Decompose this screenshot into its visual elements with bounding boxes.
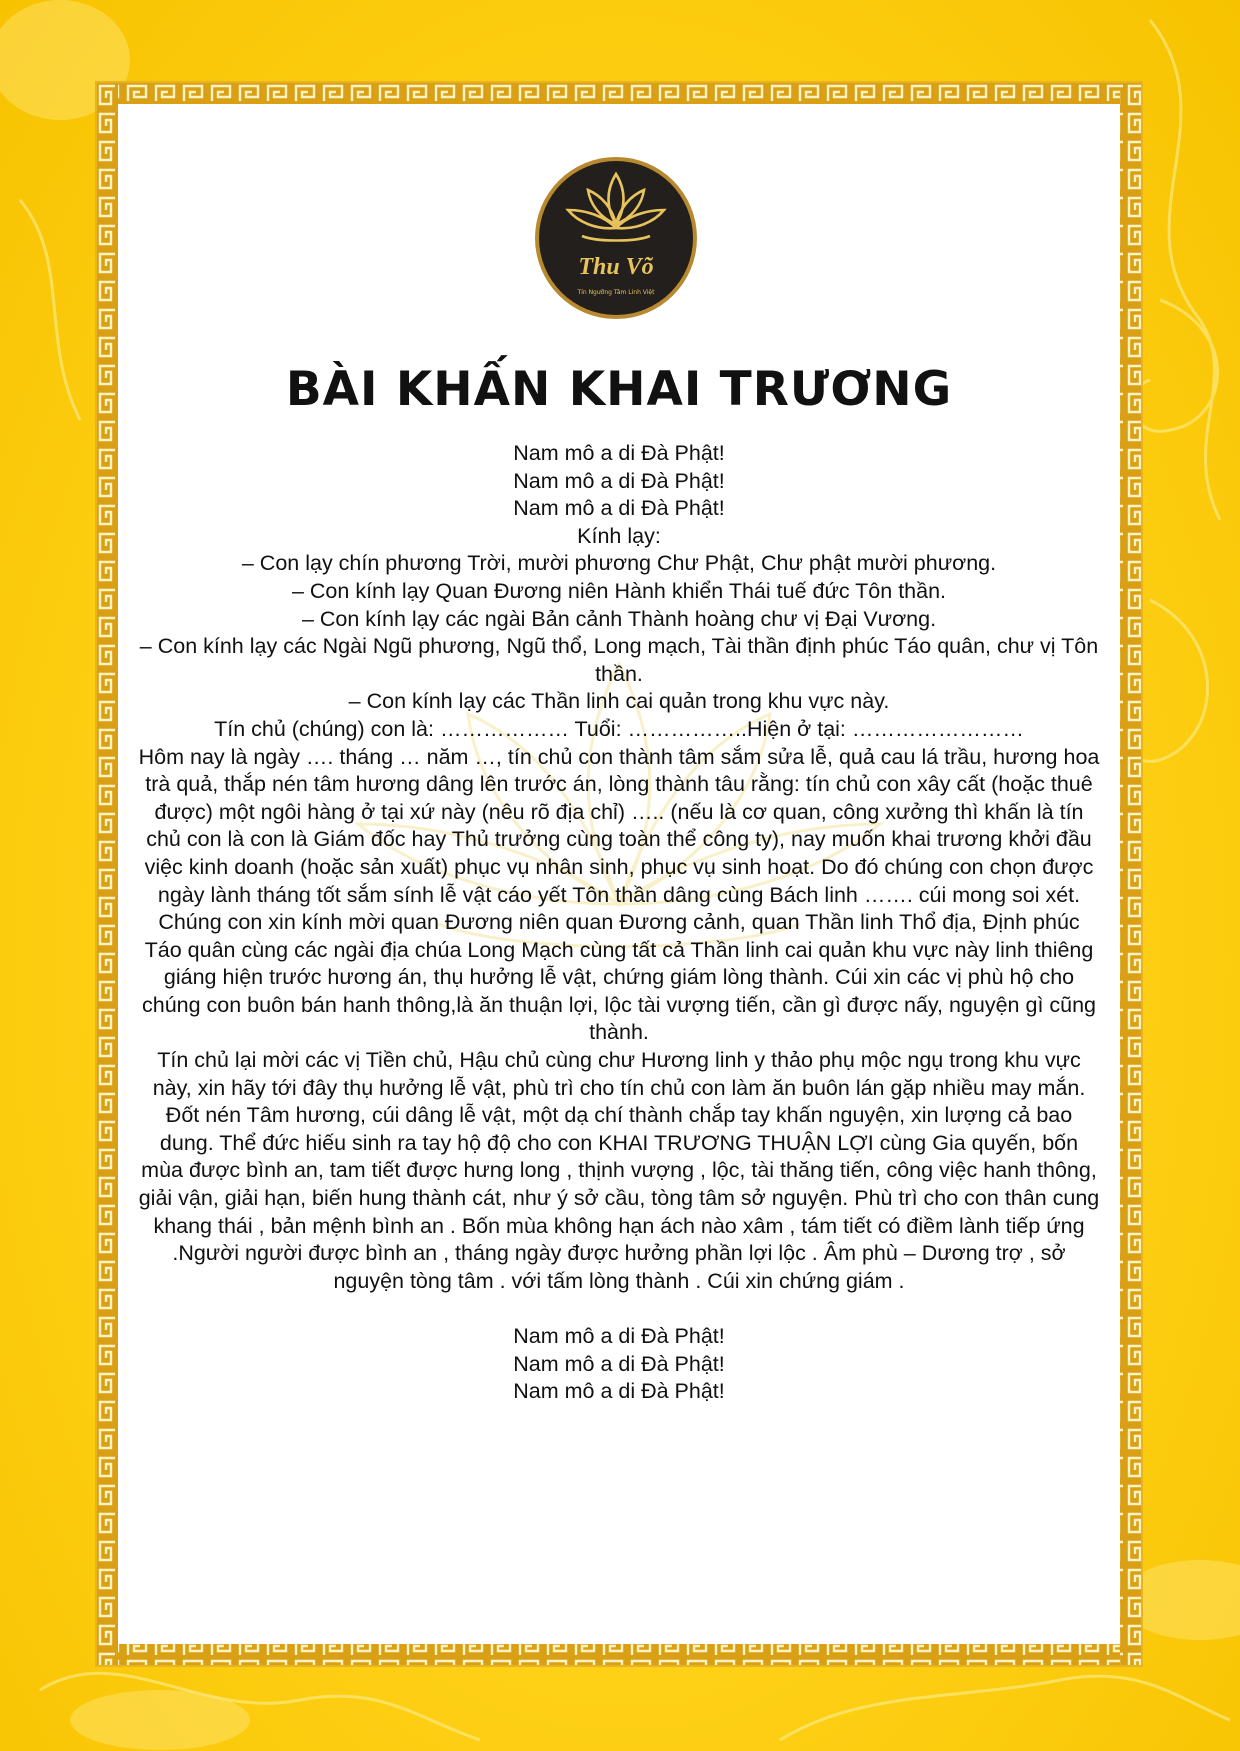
brand-logo [534,156,698,320]
spacer [138,1295,1100,1323]
opening-line: Nam mô a di Đà Phật! [513,468,725,493]
opening-line: – Con kính lạy các Thần linh cai quản trong khu vực này. [348,689,890,714]
opening-line: Nam mô a di Đà Phật! [513,441,725,465]
opening-line: – Con lạy chín phương Trời, mười phương Chư Phật, Chư phật mười phương. [241,551,997,576]
opening-line: – Con kính lạy các Ngài Ngũ phương, Ngũ thổ, Long mạch, Tài thần định phúc Táo quân, chư vị Tôn thần. [139,634,1099,686]
closing-line: Nam mô a di Đà Phật! [513,1324,725,1348]
opening-line: Kính lạy: [577,523,661,548]
closing-line: Nam mô a di Đà Phật! [513,1379,725,1404]
opening-line: – Con kính lạy Quan Đương niên Hành khiển Thái tuế đức Tôn thần. [291,578,947,603]
page-title: BÀI KHẤN KHAI TRƯƠNG [285,362,953,417]
opening-line: – Con kính lạy các ngài Bản cảnh Thành hoàng chư vị Đại Vương. [301,606,937,631]
body-paragraph: Chúng con xin kính mời quan Đương niên quan Đương cảnh, quan Thần linh Thổ địa, Định phúc Táo quân cùng các ngài địa chúa Long Mạch cùng tất cả Thần linh cai quản khu vực này linh thiêng giáng hiện trước hương án, thụ hưởng lễ vật, chứng giám lòng thành. Cúi xin các vị phù hộ cho chúng con buôn bán hanh thông,là ăn thuận lợi, lộc tài vượng tiến, cần gì được nấy, nguyện gì cũng thành. [141,910,1097,1045]
body-paragraph: Hôm nay là ngày …. tháng … năm …, tín chủ con thành tâm sắm sửa lễ, quả cau lá trầu, hương hoa trà quả, thắp nén tâm hương dâng lên trước án, lòng thành tâu rằng: tín chủ con xây cất (hoặc thuê được) một ngôi hàng ở tại xứ này (nêu rõ địa chỉ) ….. (nếu là cơ quan, công xưởng thì khấn là tín chủ con là con là Giám đốc hay Thủ trưởng cùng toàn thể công ty), nay muốn khai trương khởi đầu việc kinh doanh (hoặc sản xuất) phục vụ nhân sinh, phục vụ sinh hoạt. Do đó chúng con chọn được ngày lành tháng tốt sắm sính lễ vật cáo yết Tôn thần dâng cùng Bách linh ……. cúi mong soi xét. [138,744,1100,907]
logo-brand-name: Thu Võ [578,254,654,280]
logo-tagline: Tín Ngưỡng Tâm Linh Việt [577,289,655,296]
body-paragraph: Đốt nén Tâm hương, cúi dâng lễ vật, một dạ chí thành chắp tay khấn nguyện, xin lượng cả bao dung. Thể đức hiếu sinh ra tay hộ độ cho con KHAI TRƯƠNG THUẬN LỢI cùng Gia quyến, bốn mùa được bình an, tam tiết được hưng long , thịnh vượng , lộc, tài thăng tiến, công việc hanh thông, giải vận, giải hạn, biến hung thành cát, như ý sở cầu, tòng tâm sở nguyện. Phù trì cho con thân cung khang thái , bản mệnh bình an . Bốn mùa không hạn ách nào xâm , tám tiết có điềm lành tiếp ứng .Người người được bình an , tháng ngày được hưởng phần lợi lộc . Âm phù – Dương trợ , sở nguyện tòng tâm . với tấm lòng thành . Cúi xin chứng giám . [138,1103,1100,1293]
prayer-text [138,440,1100,1406]
opening-line: Nam mô a di Đà Phật! [513,496,725,521]
closing-line: Nam mô a di Đà Phật! [513,1351,725,1376]
body-paragraph: Tín chủ (chúng) con là: ……………… Tuổi: ……………..Hiện ở tại: …………………… [214,716,1024,741]
body-paragraph: Tín chủ lại mời các vị Tiền chủ, Hậu chủ cùng chư Hương linh y thảo phụ mộc ngụ trong khu vực này, xin hãy tới đây thụ hưởng lễ vật, phù trì cho tín chủ con làm ăn buôn lán gặp nhiều may mắn. [152,1048,1086,1100]
